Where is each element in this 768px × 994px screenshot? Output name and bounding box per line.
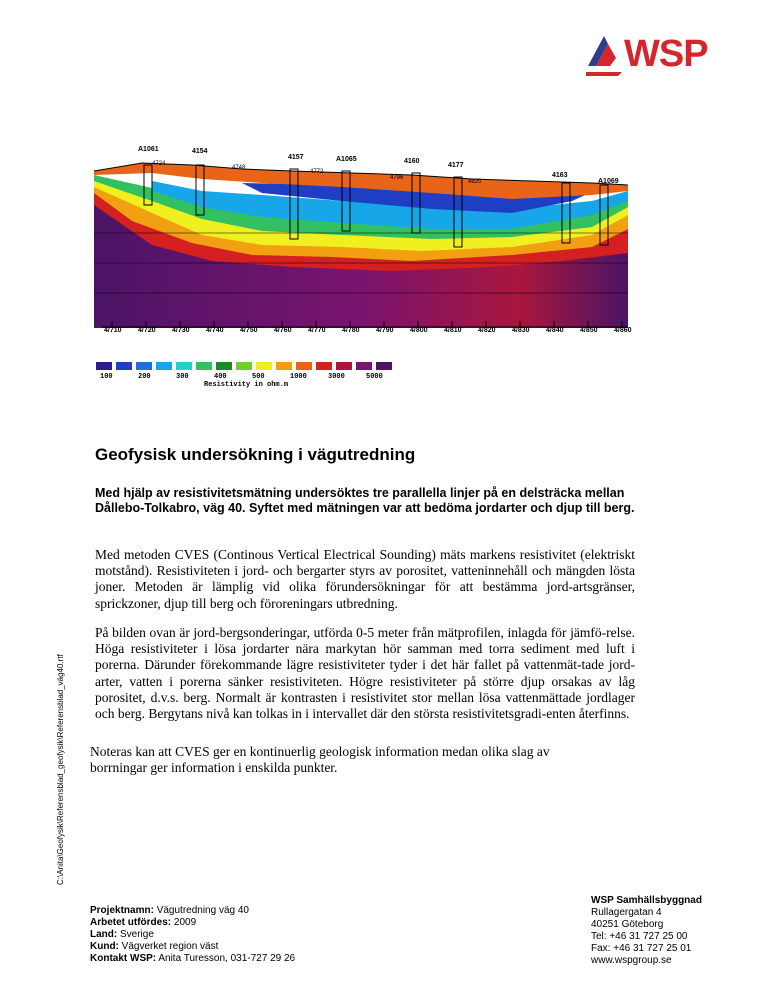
chainage-label: 4/710: [104, 327, 122, 334]
chainage-label: 4/820: [478, 327, 496, 334]
borehole-label: 4157: [288, 154, 304, 161]
chainage-label: 4/860: [614, 327, 632, 334]
chainage-label: 4/810: [444, 327, 462, 334]
borehole-label: 4177: [448, 162, 464, 169]
page-title: Geofysisk undersökning i vägutredning: [95, 445, 416, 464]
year-value: 2009: [173, 917, 197, 928]
city: 40251 Göteborg: [591, 919, 664, 930]
borehole-label: 4160: [404, 158, 420, 165]
legend-value: 100: [100, 373, 113, 381]
legend-swatch: [216, 362, 232, 370]
fax: Fax: +46 31 727 25 01: [591, 943, 692, 954]
legend-swatch: [276, 362, 292, 370]
client-value: Vägverket region väst: [121, 941, 219, 952]
resistivity-section: [92, 143, 632, 393]
legend-swatch: [256, 362, 272, 370]
chainage-label: 4/760: [274, 327, 292, 334]
company-address: [591, 895, 702, 967]
chainage-label: 4/840: [546, 327, 564, 334]
year-label: Arbetet utfördes:: [90, 917, 172, 928]
legend-swatch: [96, 362, 112, 370]
legend-value: 300: [176, 373, 189, 381]
chainage-label: 4/780: [342, 327, 360, 334]
country-value: Sverige: [120, 929, 154, 940]
wsp-logo-text: WSP: [624, 33, 708, 75]
legend-swatch: [196, 362, 212, 370]
legend-swatch: [316, 362, 332, 370]
legend-swatch: [116, 362, 132, 370]
legend-value: 500: [252, 373, 265, 381]
project-value: Vägutredning väg 40: [156, 905, 249, 916]
legend-swatch: [296, 362, 312, 370]
sounding-label: 4772: [310, 169, 324, 175]
borehole-label: A1069: [598, 178, 619, 185]
sounding-label: 4748: [232, 165, 246, 171]
legend-swatch: [136, 362, 152, 370]
chainage-label: 4/850: [580, 327, 598, 334]
country-label: Land:: [90, 929, 118, 940]
legend-swatch: [236, 362, 252, 370]
legend-caption: Resistivity in ohm.m: [204, 381, 289, 389]
project-info: [90, 905, 295, 965]
chainage-label: 4/800: [410, 327, 428, 334]
borehole-label: A1065: [336, 156, 357, 163]
wsp-logo: [586, 32, 722, 76]
chainage-label: 4/790: [376, 327, 394, 334]
legend-swatch: [356, 362, 372, 370]
legend-value: 200: [138, 373, 151, 381]
chainage-label: 4/750: [240, 327, 258, 334]
legend-swatch: [156, 362, 172, 370]
body-paragraph: Med metoden CVES (Continous Vertical Electrical Sounding) mäts markens resistivitet (elektriskt motstånd). Resistiviteten i jord- och bergarter styrs av porositet, vatteninnehåll och mängden lösta joner. Metoden är lämplig vid olika förundersökningar för att bestämma jord-artsgränser, sprickzoner, djup till berg och föroreningars utbredning.: [95, 547, 635, 611]
borehole-label: 4163: [552, 172, 568, 179]
legend-value: 5000: [366, 373, 383, 381]
legend-value: 3000: [328, 373, 345, 381]
chainage-label: 4/730: [172, 327, 190, 334]
sounding-label: 4820: [468, 179, 482, 185]
website-link[interactable]: www.wspgroup.se: [591, 955, 672, 966]
company-name: WSP Samhällsbyggnad: [591, 895, 702, 906]
street: Rullagergatan 4: [591, 907, 662, 918]
borehole-label: 4154: [192, 148, 208, 155]
wsp-logo-icon: [586, 32, 626, 76]
legend-value: 1000: [290, 373, 307, 381]
borehole-label: A1061: [138, 146, 159, 153]
legend-swatch: [376, 362, 392, 370]
lead-paragraph: Med hjälp av resistivitetsmätning undersöktes tre parallella linjer på en delsträcka mellan Dållebo-Tolkabro, väg 40. Syftet med mätningen var att bedöma jordarter och djup till berg.: [95, 486, 635, 515]
project-label: Projektnamn:: [90, 905, 154, 916]
file-path-caption: C:\Anita\Geofysik\Referensblad_geofysik\Referensblad_väg40.rtf: [56, 654, 65, 885]
contact-value: Anita Turesson, 031-727 29 26: [158, 953, 296, 964]
legend-value: 400: [214, 373, 227, 381]
phone: Tel: +46 31 727 25 00: [591, 931, 688, 942]
chainage-label: 4/770: [308, 327, 326, 334]
client-label: Kund:: [90, 941, 119, 952]
sounding-label: 4724: [152, 161, 166, 167]
chainage-label: 4/720: [138, 327, 156, 334]
body-paragraph: På bilden ovan är jord-bergsonderingar, utförda 0-5 meter från mätprofilen, inlagda för jämfö-relse. Höga resistiviteter i lösa jordarter nära markytan hör samman med torra sediment med luft i porerna. Därunder förekommande lägre resistiviteter tyder i det här fallet på vattenmät-tade jord-arter, vatten i porerna sänker resistiviteten. Högre resistiviteter på större djup orsakas av låg porositet, d.v.s. berg. Normalt är kontrasten i resistivitet stor mellan lösa vattenmättade jordlager och berg. Bergytans nivå kan tolkas in i intervallet där den största resistivitetsgradi-enten återfinns.: [95, 625, 635, 722]
legend-swatch: [176, 362, 192, 370]
body-paragraph: Noteras kan att CVES ger en kontinuerlig geologisk information medan olika slag av borrningar ger information i enskilda punkter.: [90, 744, 550, 776]
chainage-label: 4/740: [206, 327, 224, 334]
contact-label: Kontakt WSP:: [90, 953, 157, 964]
sounding-label: 4796: [390, 175, 404, 181]
chainage-label: 4/830: [512, 327, 530, 334]
legend-swatch: [336, 362, 352, 370]
